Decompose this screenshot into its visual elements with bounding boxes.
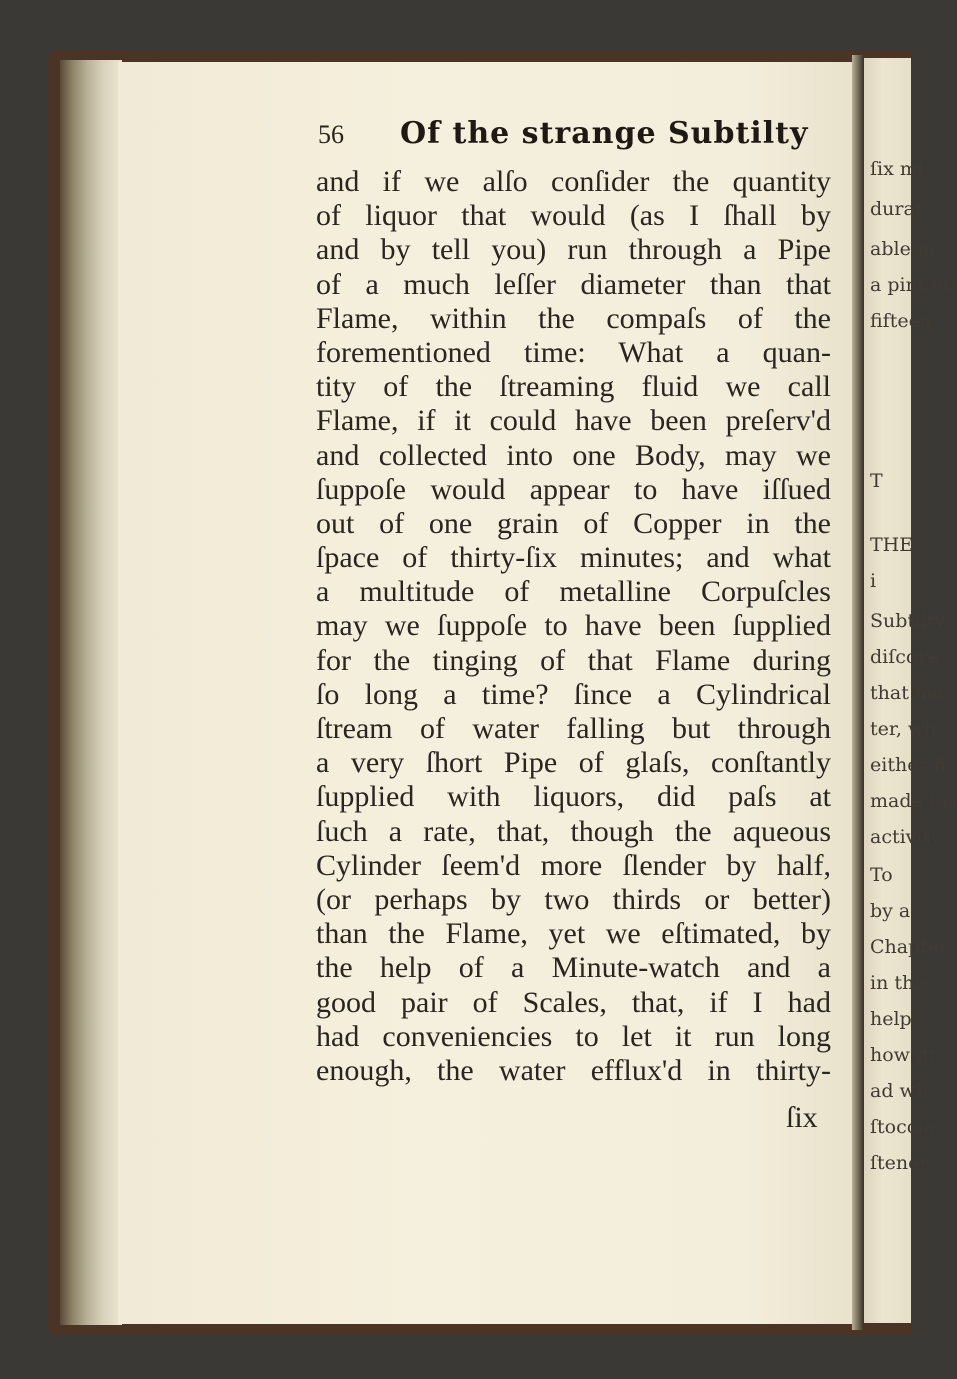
facing-fragment: fifteen	[870, 310, 933, 332]
text-line: Flame, within the compaſs of the	[316, 301, 831, 335]
facing-fragment: by a	[870, 900, 911, 922]
facing-fragment: diſcove	[870, 646, 940, 668]
facing-fragment: either fi	[870, 754, 947, 776]
text-line: and collected into one Body, may we	[316, 438, 831, 472]
text-line: ſpace of thirty-ſix minutes; and what	[316, 541, 831, 575]
page-header	[318, 116, 828, 156]
text-line: a multitude of metalline Corpuſcles	[316, 575, 831, 609]
text-line: had conveniencies to let it run long	[316, 1019, 831, 1053]
facing-fragment: durat	[870, 198, 923, 220]
facing-fragment: THE	[870, 534, 914, 556]
facing-fragment: made (as	[870, 790, 957, 812]
facing-fragment: ſtener	[870, 1152, 929, 1174]
text-line: of liquor that would (as I ſhall by	[316, 199, 831, 233]
facing-fragment: ad wh	[870, 1080, 929, 1102]
facing-fragment: ſtoccia	[870, 1116, 935, 1138]
facing-fragment: how gr	[870, 1044, 938, 1066]
facing-fragment: T	[870, 470, 883, 492]
text-line: the help of a Minute-watch and a	[316, 951, 831, 985]
facing-fragment: in this,	[870, 972, 937, 994]
text-line: ſo long a time? ſince a Cylindrical	[316, 677, 831, 711]
text-line: a very ſhort Pipe of glaſs, conſtantly	[316, 746, 831, 780]
book-gutter	[852, 55, 864, 1330]
text-line: tity of the ſtreaming fluid we call	[316, 370, 831, 404]
facing-fragment: help	[870, 1008, 912, 1030]
text-line: may we ſuppoſe to have been ſupplied	[316, 609, 831, 643]
facing-page	[864, 58, 957, 1323]
catchword: ſix	[786, 1101, 818, 1134]
text-line: ſuppoſe would appear to have iſſued	[316, 472, 831, 506]
facing-fragment: ſix mi	[870, 158, 924, 180]
text-line: out of one grain of Copper in the	[316, 506, 831, 540]
page-body-text	[316, 165, 831, 1088]
facing-fragment: Subtilty	[870, 610, 946, 632]
facing-fragment: that ma	[870, 682, 945, 704]
facing-fragment: able m	[870, 238, 935, 260]
text-line: ſupplied with liquors, did paſs at	[316, 780, 831, 814]
text-line: and if we alſo conſider the quantity	[316, 165, 831, 198]
text-line: (or perhaps by two thirds or better)	[316, 882, 831, 916]
text-line: good pair of Scales, that, if I had	[316, 985, 831, 1019]
facing-fragment: i	[870, 570, 877, 592]
text-line: forementioned time: What a quan-	[316, 335, 831, 369]
text-line: of a much leſſer diameter than that	[316, 267, 831, 301]
text-line: ſuch a rate, that, though the aqueous	[316, 814, 831, 848]
text-line: Cylinder ſeem'd more ſlender by half,	[316, 848, 831, 882]
text-line: enough, the water efflux'd in thirty-	[316, 1053, 831, 1087]
text-line: Flame, if it could have been preſerv'd	[316, 404, 831, 438]
text-line: for the tinging of that Flame during	[316, 643, 831, 677]
facing-fragment: activity	[870, 826, 941, 848]
text-line: ſtream of water falling but through	[316, 712, 831, 745]
facing-fragment: To	[870, 864, 893, 886]
text-line: than the Flame, yet we eſtimated, by	[316, 917, 831, 951]
facing-fragment: Chapter	[870, 936, 949, 958]
page-edges	[60, 60, 122, 1325]
text-line: and by tell you) run through a Pipe	[316, 233, 831, 267]
page-number: 56	[318, 120, 344, 149]
facing-fragment: a pint of	[870, 274, 950, 296]
facing-fragment: ter, wh	[870, 718, 937, 740]
running-head: Of the strange Subtilty	[400, 116, 809, 151]
